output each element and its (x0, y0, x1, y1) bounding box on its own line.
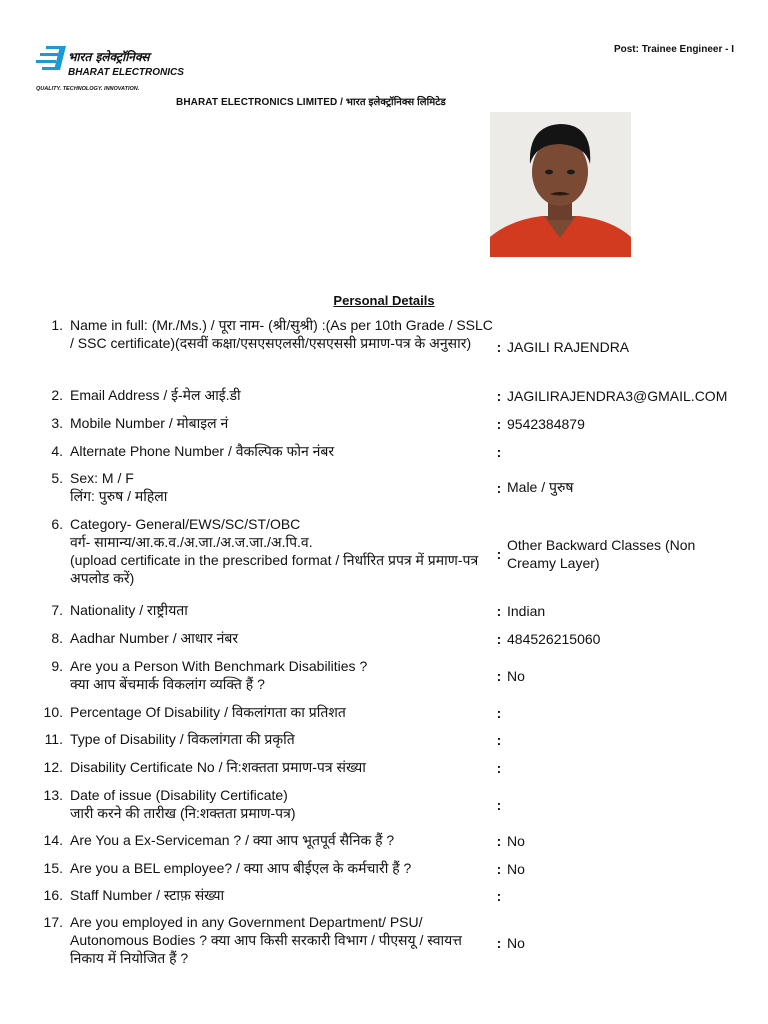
field-label: Category- General/EWS/SC/ST/OBC वर्ग- सामान्य/आ.क.व./अ.जा./अ.ज.जा./अ.पि.व. (upload certificate in the prescribed format / निर्धारित प्रपत्र में प्रमाण-पत्र अपलोड करें) (70, 516, 479, 586)
field-label: Percentage Of Disability / विकलांगता का प्रतिशत (70, 704, 346, 720)
field-colon: : (496, 833, 502, 849)
field-label: Nationality / राष्ट्रीयता (70, 602, 188, 618)
field-label: Disability Certificate No / नि:शक्तता प्रमाण-पत्र संख्या (70, 759, 366, 775)
field-number: 16. (43, 887, 63, 903)
field-colon: : (496, 480, 502, 496)
field-value: Male / पुरुष (507, 479, 574, 495)
field-colon: : (496, 603, 502, 619)
field-number: 11. (44, 731, 63, 747)
section-title (0, 293, 768, 308)
field-colon: : (496, 416, 502, 432)
field-label: Email Address / ई-मेल आई.डी (70, 387, 241, 403)
field-value: No (507, 833, 525, 849)
field-label: Alternate Phone Number / वैकल्पिक फोन नंबर (70, 443, 335, 459)
field-value: JAGILIRAJENDRA3@GMAIL.COM (507, 388, 728, 404)
field-label: Are You a Ex-Serviceman ? / क्या आप भूतपूर्व सैनिक हैं ? (70, 832, 395, 848)
company-name: BHARAT ELECTRONICS LIMITED / भारत इलेक्ट्रॉनिक्स लिमिटेड (176, 97, 446, 108)
field-colon: : (496, 339, 502, 355)
field-number: 6. (51, 516, 63, 532)
field-colon: : (496, 668, 502, 684)
field-label: Are you a BEL employee? / क्या आप बीईएल के कर्मचारी हैं ? (70, 860, 412, 876)
field-number: 5. (51, 470, 63, 486)
field-colon: : (496, 760, 502, 776)
field-value: JAGILI RAJENDRA (507, 339, 630, 355)
field-number: 9. (51, 658, 63, 674)
field-label: Date of issue (Disability Certificate) जारी करने की तारीख (नि:शक्तता प्रमाण-पत्र) (70, 787, 296, 821)
field-number: 7. (51, 602, 63, 618)
field-number: 14. (43, 832, 63, 848)
field-value: Indian (507, 603, 546, 619)
field-label: Are you a Person With Benchmark Disabilities ? क्या आप बेंचमार्क विकलांग व्यक्ति हैं ? (70, 658, 368, 692)
field-colon: : (496, 732, 502, 748)
field-value: No (507, 935, 525, 951)
logo-tagline-text: QUALITY. TECHNOLOGY. INNOVATION. (36, 86, 140, 92)
field-colon: : (496, 797, 502, 813)
field-label: Mobile Number / मोबाइल नं (70, 415, 229, 431)
field-number: 17. (43, 914, 63, 930)
field-number: 2. (51, 387, 63, 403)
field-number: 1. (51, 317, 63, 333)
field-value: 9542384879 (507, 416, 585, 432)
field-label: Are you employed in any Government Department/ PSU/ Autonomous Bodies ? क्या आप किसी सरकारी विभाग / पीएसयू / स्वायत्त निकाय में नियोजित हैं ? (70, 914, 462, 966)
field-value: No (507, 861, 525, 877)
bel-logo (36, 42, 186, 98)
post-title: Post: Trainee Engineer - I (613, 44, 734, 55)
field-label: Sex: M / F लिंग: पुरुष / महिला (70, 470, 168, 504)
section-title-text: Personal Details (333, 293, 435, 308)
field-number: 12. (43, 759, 63, 775)
field-colon: : (496, 935, 502, 951)
field-value: Other Backward Classes (Non Creamy Layer) (507, 537, 696, 571)
field-label: Name in full: (Mr./Ms.) / पूरा नाम- (श्री/सुश्री) :(As per 10th Grade / SSLC / SSC certificate)(दसवीं कक्षा/एसएसएलसी/एसएससी प्रमाण-पत्र के अनुसार) (70, 317, 493, 351)
logo-hindi-text: भारत इलेक्ट्रॉनिक्स (68, 50, 150, 64)
field-number: 4. (51, 443, 63, 459)
field-value: 484526215060 (507, 631, 601, 647)
field-value: No (507, 668, 525, 684)
logo-english-text: BHARAT ELECTRONICS (68, 67, 184, 78)
field-colon: : (496, 705, 502, 721)
field-number: 13. (43, 787, 63, 803)
field-number: 3. (51, 415, 63, 431)
field-colon: : (496, 444, 502, 460)
field-label: Aadhar Number / आधार नंबर (70, 630, 239, 646)
field-colon: : (496, 546, 502, 562)
field-number: 15. (43, 860, 63, 876)
candidate-photo (490, 112, 631, 257)
field-colon: : (496, 888, 502, 904)
field-label: Staff Number / स्टाफ़ संख्या (70, 887, 225, 903)
field-colon: : (496, 861, 502, 877)
field-colon: : (496, 388, 502, 404)
field-number: 8. (51, 630, 63, 646)
field-colon: : (496, 631, 502, 647)
field-number: 10. (43, 704, 63, 720)
field-label: Type of Disability / विकलांगता की प्रकृति (70, 731, 295, 747)
